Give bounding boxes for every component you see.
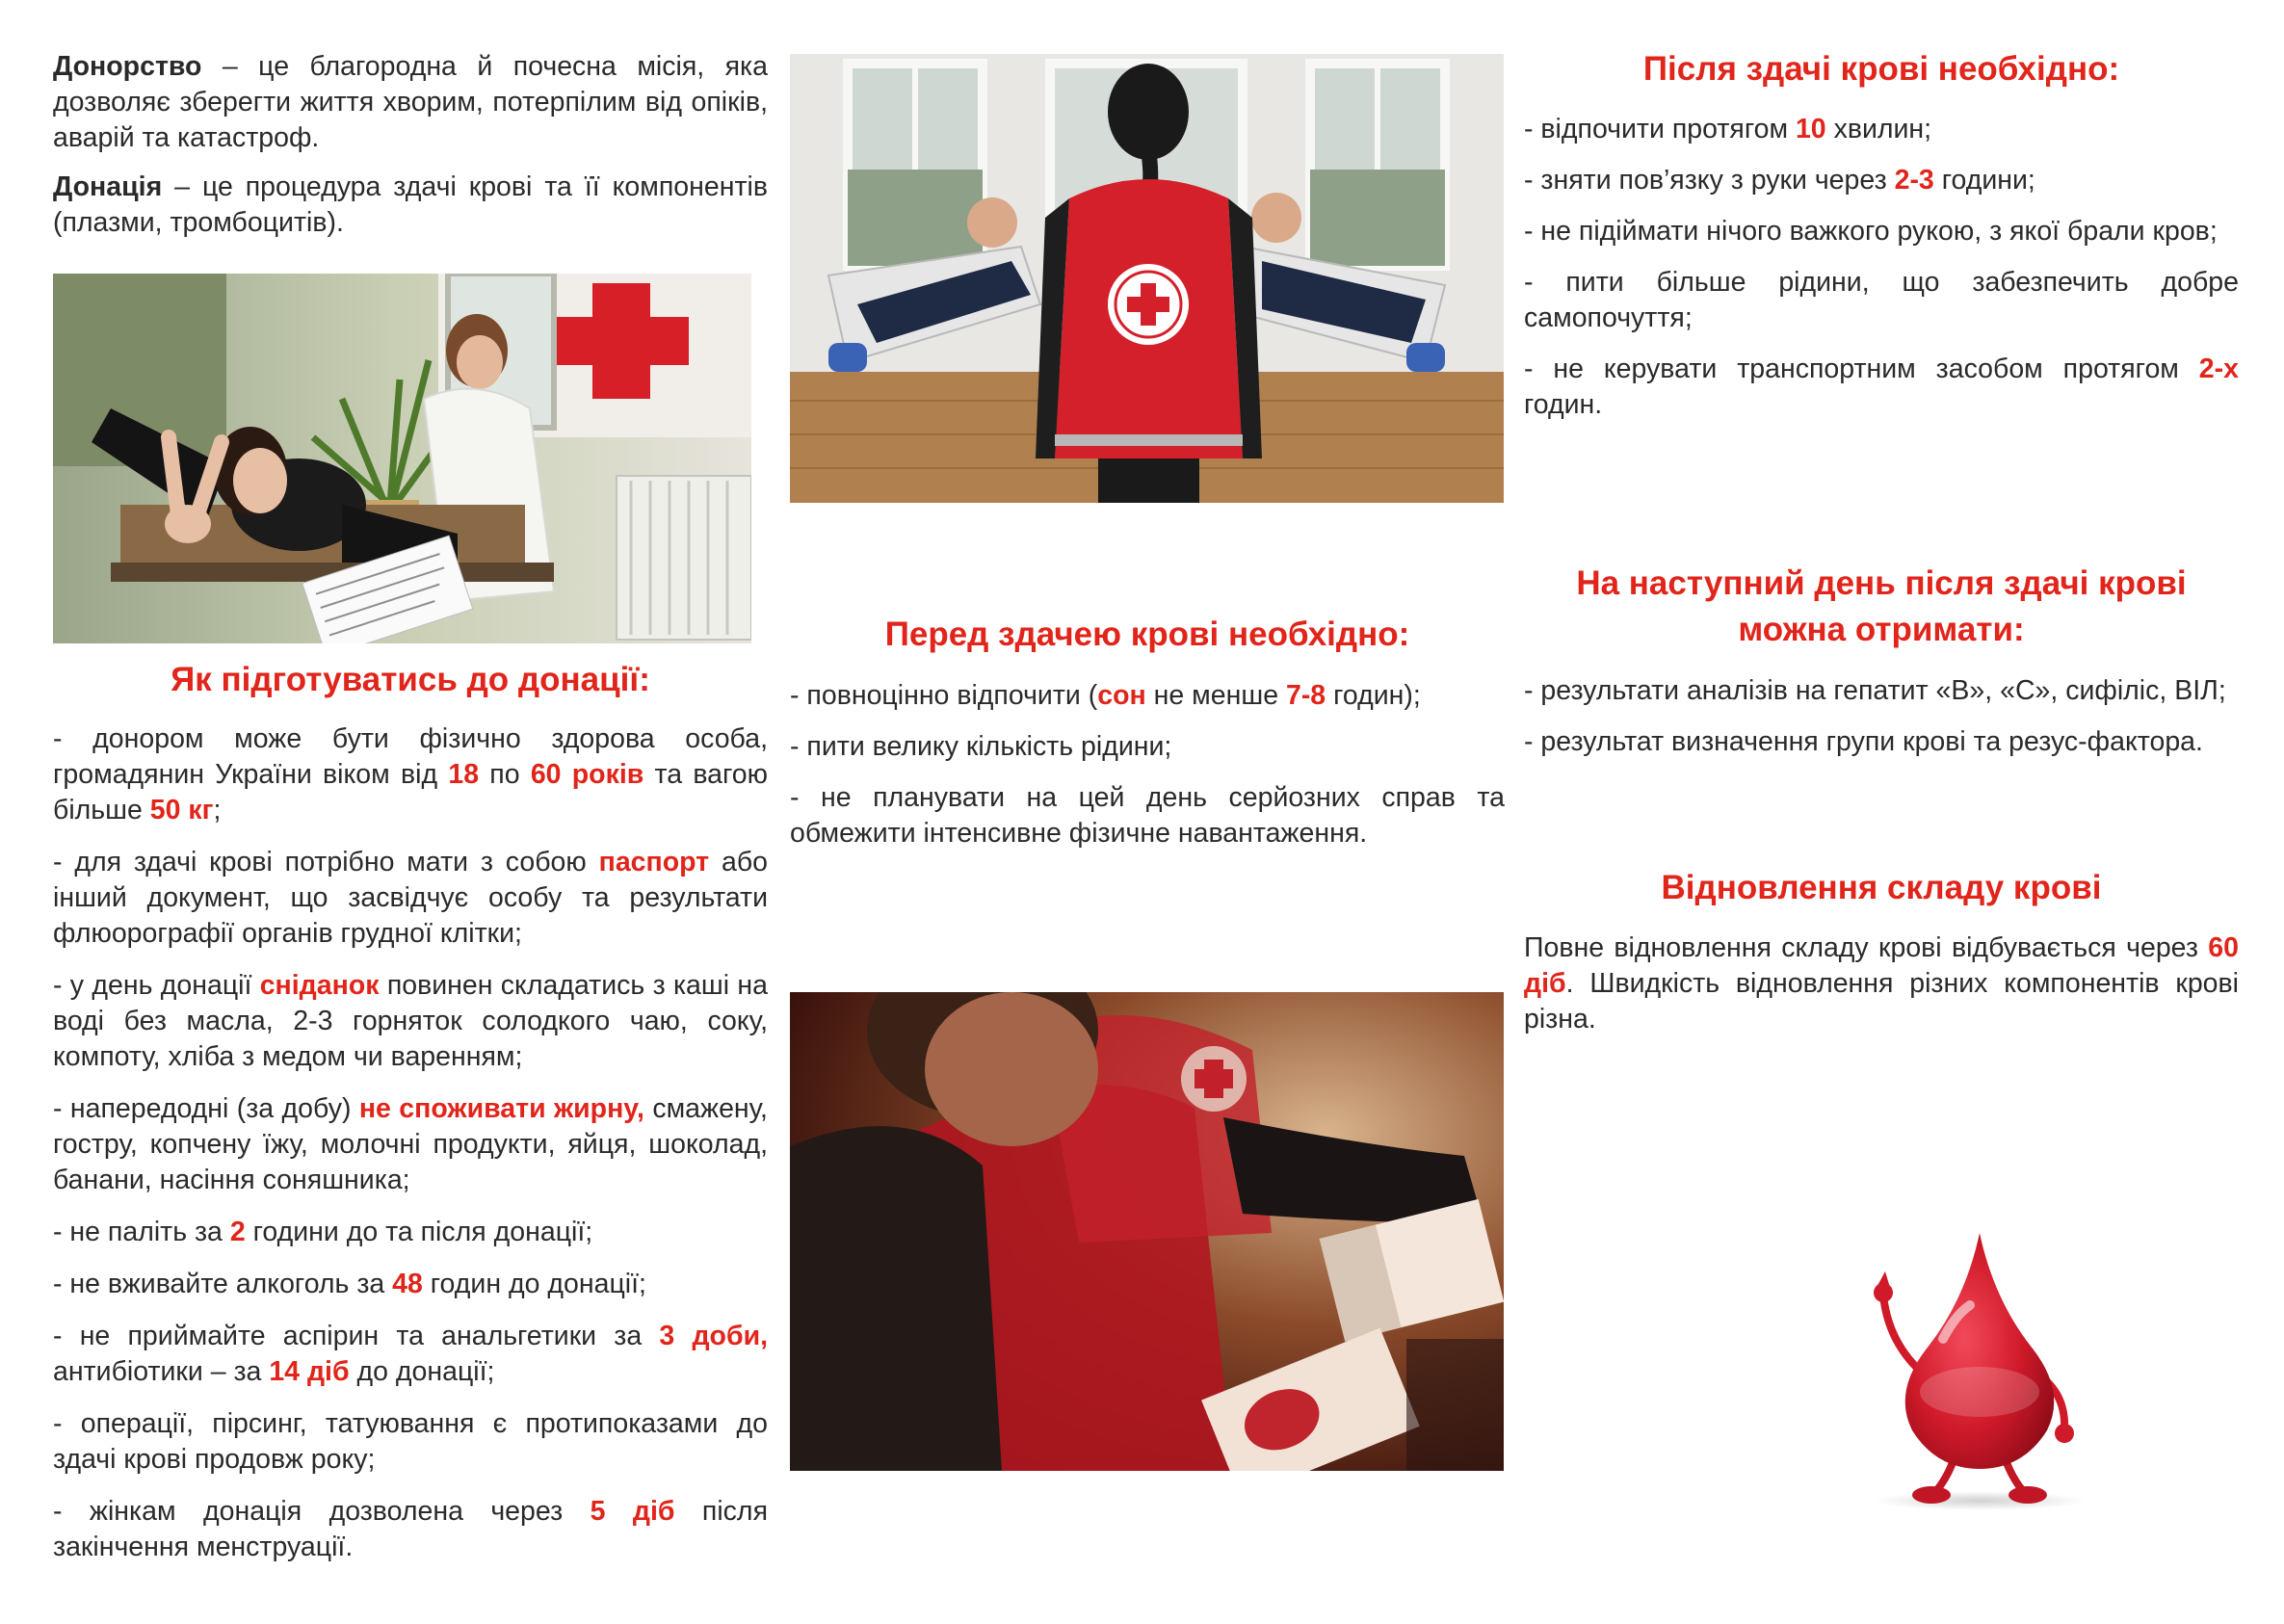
- heading-next-day: На наступний день після здачі крові можна отримати:: [1576, 564, 2187, 648]
- before-donation-list: [790, 678, 1505, 851]
- list-item: - повноцінно відпочити (сон не менше 7-8 годин);: [790, 680, 1421, 711]
- heading-recovery: Відновлення складу крові: [1661, 869, 2102, 906]
- list-item: - не планувати на цей день серйозних справ та обмежити інтенсивне фізичне навантаження.: [790, 782, 1505, 849]
- next-day-list: [1524, 673, 2239, 760]
- list-item: - не підіймати нічого важкого рукою, з якої брали кров;: [1524, 216, 2218, 247]
- list-item: - не паліть за 2 години до та після донації;: [53, 1217, 593, 1247]
- blood-drop-mascot: [1835, 1223, 2114, 1512]
- list-item: - жінкам донація дозволена через 5 діб після закінчення менструації.: [53, 1496, 768, 1562]
- list-item: - у день донації сніданок повинен складатись з каші на воді без масла, 2-3 горняток солодкого чаю, соку, компоту, хліба з медом чи варенням;: [53, 970, 768, 1072]
- photo-reading-leaflet: [790, 992, 1504, 1471]
- list-item: - відпочити протягом 10 хвилин;: [1524, 114, 1932, 144]
- list-item: - не приймайте аспірин та анальгетики за 3 доби, антибіотики – за 14 діб до донації;: [53, 1321, 769, 1387]
- heading-before-donation: Перед здачею крові необхідно:: [884, 616, 1410, 653]
- list-item: - пити велику кількість рідини;: [790, 731, 1172, 762]
- photo-volunteer-room: [790, 54, 1504, 503]
- intro-donation: Донація – це процедура здачі крові та її компонентів (плазми, тромбоцитів).: [53, 171, 768, 238]
- blood-drop-icon: [1835, 1223, 2114, 1512]
- photo-donation-room: [53, 274, 751, 643]
- list-item: - операції, пірсинг, татуювання є протипоказами до здачі крові продовж року;: [53, 1408, 768, 1475]
- reading-leaflet-illustration: [790, 992, 1504, 1471]
- list-item: - результат визначення групи крові та резус-фактора.: [1524, 726, 2203, 757]
- volunteer-room-illustration: [790, 54, 1504, 503]
- list-item: - зняти пов’язку з руки через 2-3 години;: [1524, 165, 2035, 196]
- donation-room-illustration: [53, 274, 751, 643]
- list-item: - для здачі крові потрібно мати з собою паспорт або інший документ, що засвідчує особу та результати флюорографії органів грудної клітки;: [53, 847, 768, 949]
- intro-donorship: Донорство – це благородна й почесна місія, яка дозволяє зберегти життя хворим, потерпілим від опіків, аварій та катастроф.: [53, 51, 768, 153]
- heading-after-donation: Після здачі крові необхідно:: [1642, 50, 2120, 88]
- list-item: - донором може бути фізично здорова особа, громадянин України віком від 18 по 60 років та вагою більше 50 кг;: [53, 723, 769, 825]
- list-item: - пити більше рідини, що забезпечить добре самопочуття;: [1524, 267, 2239, 333]
- list-item: - не вживайте алкоголь за 48 годин до донації;: [53, 1269, 646, 1299]
- recovery-text: Повне відновлення складу крові відбувається через 60 діб. Швидкість відновлення різних компонентів крові різна.: [1524, 932, 2239, 1035]
- list-item: - не керувати транспортним засобом протягом 2-х годин.: [1524, 354, 2239, 420]
- after-donation-list: [1524, 112, 2239, 423]
- list-item: - результати аналізів на гепатит «В», «С», сифіліс, ВІЛ;: [1524, 675, 2226, 706]
- list-item: - напередодні (за добу) не споживати жирну, смажену, гостру, копчену їжу, молочні продукти, яйця, шоколад, банани, насіння соняшника;: [53, 1093, 768, 1195]
- preparation-list: [53, 721, 768, 1565]
- heading-preparation: Як підготуватись до донації:: [171, 661, 650, 698]
